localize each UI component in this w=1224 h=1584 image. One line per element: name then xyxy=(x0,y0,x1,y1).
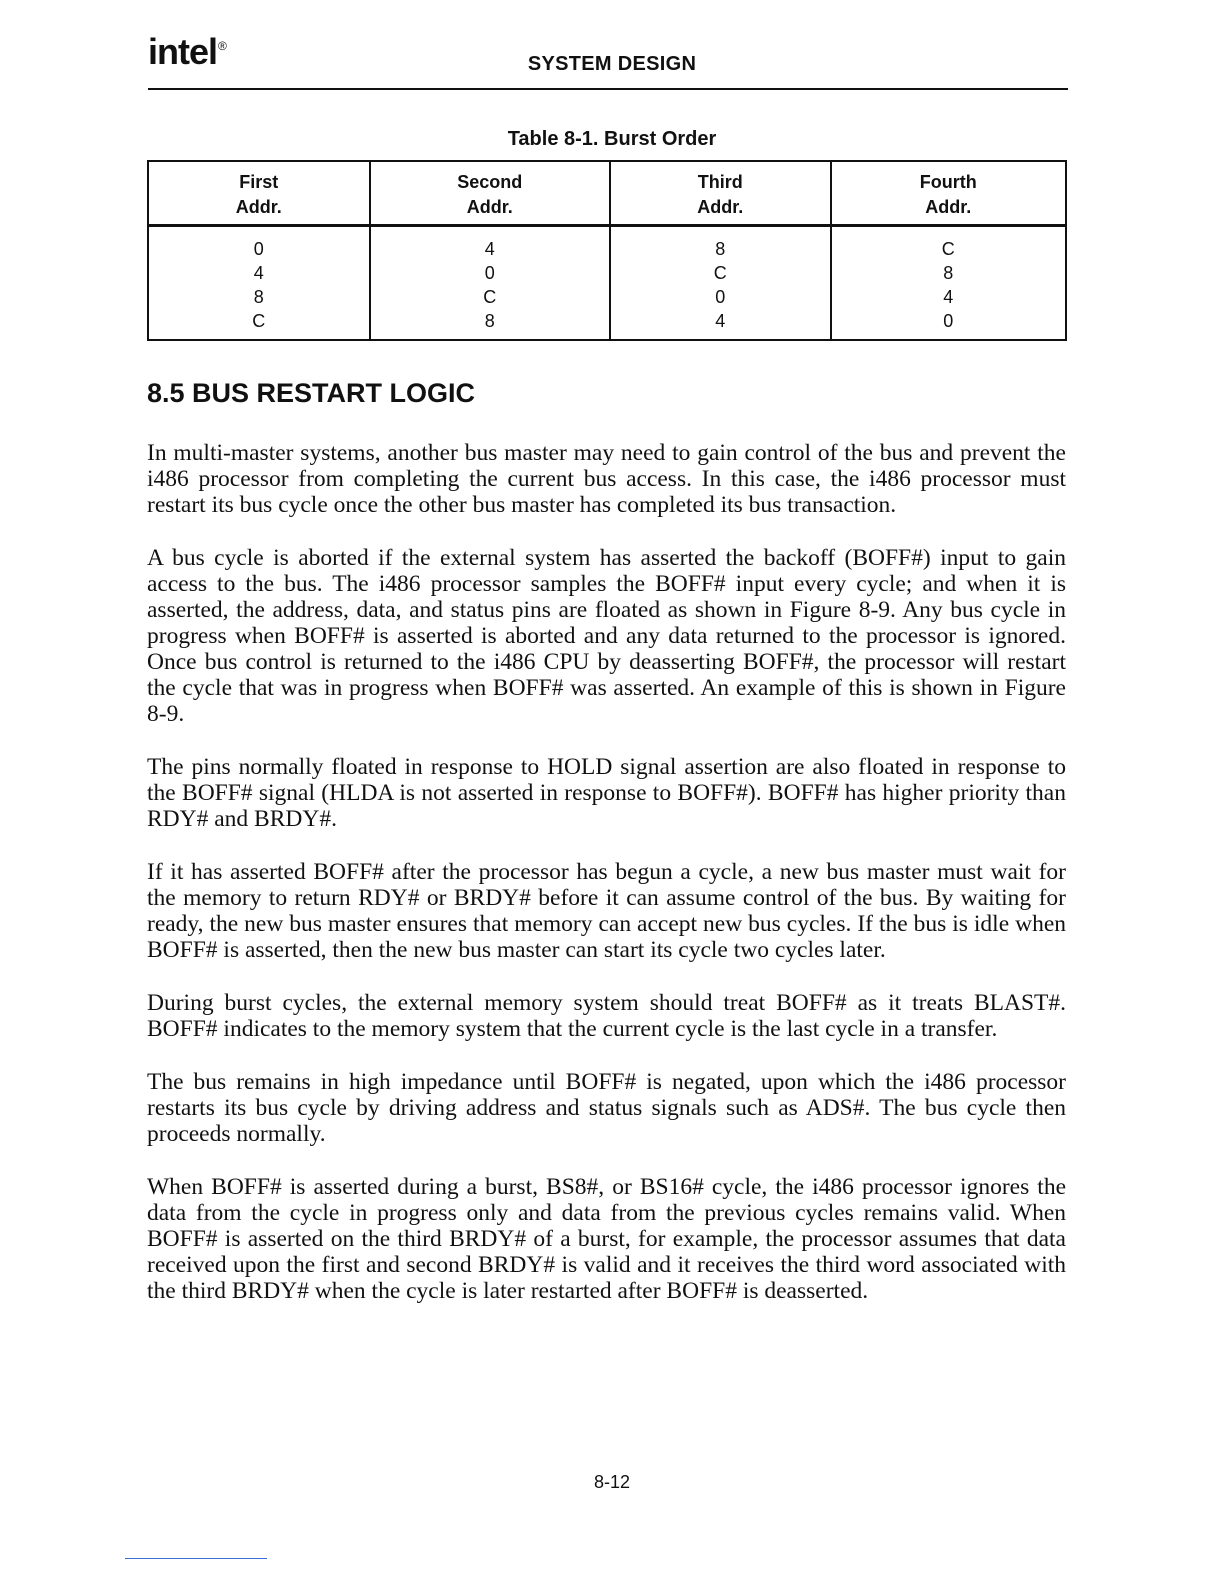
section-heading: 8.5 BUS RESTART LOGIC xyxy=(147,378,476,408)
column-values-fourth xyxy=(831,225,1067,340)
header-line: Addr. xyxy=(697,197,744,217)
column-header-second xyxy=(370,161,611,225)
paragraph: During burst cycles, the external memory system should treat BOFF# as it treats BLAST#. BOFF# indicates to the memory system that the current cycle is the last cycle in a transfer. xyxy=(147,990,1066,1042)
header-rule xyxy=(148,88,1068,90)
body-text xyxy=(147,440,1066,1331)
paragraph: If it has asserted BOFF# after the processor has begun a cycle, a new bus master must wait for the memory to return RDY# or BRDY# before it can assume control of the bus. By waiting for ready, the new bus master ensures that memory can accept new bus cycles. If the bus is idle when BOFF# is asserted, then the new bus master can start its cycle two cycles later. xyxy=(147,859,1066,963)
column-header-fourth xyxy=(831,161,1067,225)
table-cell: 8 xyxy=(715,238,726,259)
paragraph: The bus remains in high impedance until BOFF# is negated, upon which the i486 processor restarts its bus cycle by driving address and status signals such as ADS#. The bus cycle then proceeds normally. xyxy=(147,1069,1066,1147)
table-cell: 4 xyxy=(253,262,264,283)
table-caption: Table 8-1. Burst Order xyxy=(507,128,717,150)
column-values-second xyxy=(370,225,611,340)
registered-mark: ® xyxy=(218,39,226,53)
table-row xyxy=(148,225,1066,340)
table-cell: 8 xyxy=(484,310,495,331)
header-line: Addr. xyxy=(466,197,513,217)
header-line: First xyxy=(239,172,279,192)
column-values-third xyxy=(610,225,831,340)
column-header-third xyxy=(610,161,831,225)
table-cell: 0 xyxy=(715,286,726,307)
table-header-row xyxy=(148,161,1066,225)
paragraph: In multi-master systems, another bus master may need to gain control of the bus and prevent the i486 processor from completing the current bus access. In this case, the i486 processor must restart its bus cycle once the other bus master has completed its bus transaction. xyxy=(147,440,1066,518)
header-line: Second xyxy=(457,172,523,192)
table-cell: C xyxy=(252,310,266,331)
table-cell: 0 xyxy=(253,238,264,259)
paragraph: A bus cycle is aborted if the external system has asserted the backoff (BOFF#) input to gain access to the bus. The i486 processor samples the BOFF# input every cycle; and when it is asserted, the address, data, and status pins are floated as shown in Figure 8-9. Any bus cycle in progress when BOFF# is asserted is aborted and any data returned to the processor is ignored. Once bus control is returned to the i486 CPU by deasserting BOFF#, the processor will restart the cycle that was in progress when BOFF# was asserted. An example of this is shown in Figure 8-9. xyxy=(147,545,1066,727)
header-line: Third xyxy=(697,172,743,192)
table-cell: C xyxy=(483,286,497,307)
page-number: 8-12 xyxy=(593,1472,631,1492)
column-header-first xyxy=(148,161,370,225)
logo-text: intel xyxy=(148,31,218,72)
scan-edge-line xyxy=(125,1558,267,1559)
table-cell: 8 xyxy=(943,262,954,283)
table-cell: 0 xyxy=(943,310,954,331)
table-cell: 8 xyxy=(253,286,264,307)
paragraph: The pins normally floated in response to HOLD signal assertion are also floated in response to the BOFF# signal (HLDA is not asserted in response to BOFF#). BOFF# has higher priority than RDY# and BRDY#. xyxy=(147,754,1066,832)
table-cell: 4 xyxy=(715,310,726,331)
table-cell: 4 xyxy=(484,238,495,259)
table-cell: C xyxy=(713,262,727,283)
paragraph: When BOFF# is asserted during a burst, BS8#, or BS16# cycle, the i486 processor ignores the data from the cycle in progress only and data from the previous cycles remains valid. When BOFF# is asserted on the third BRDY# of a burst, for example, the processor assumes that data received upon the first and second BRDY# is valid and it receives the third word associated with the third BRDY# when the cycle is later restarted after BOFF# is deasserted. xyxy=(147,1174,1066,1304)
table-cell: C xyxy=(941,238,955,259)
header-line: Addr. xyxy=(925,197,972,217)
table-cell: 4 xyxy=(943,286,954,307)
running-title: SYSTEM DESIGN xyxy=(527,53,697,75)
burst-order-table xyxy=(147,160,1067,341)
table-cell: 0 xyxy=(484,262,495,283)
column-values-first xyxy=(148,225,370,340)
header-line: Addr. xyxy=(235,197,282,217)
header-line: Fourth xyxy=(919,172,977,192)
